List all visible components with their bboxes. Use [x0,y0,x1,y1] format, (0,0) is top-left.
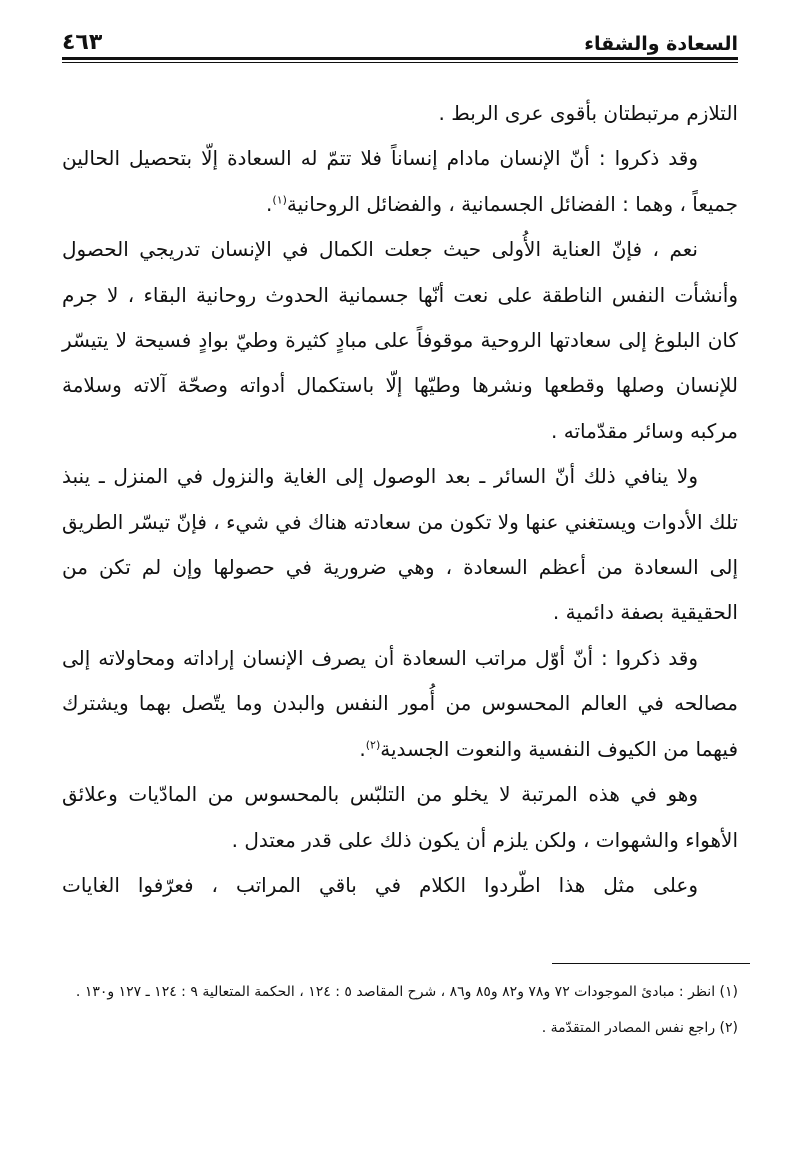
header-rule-thick [62,57,738,60]
footnotes [62,978,738,1043]
paragraph-1: التلازم مرتبطتان بأقوى عرى الربط . [438,101,738,125]
paragraph-2-text: وقد ذكروا : أنّ الإنسان مادام إنساناً فلا تتمّ له السعادة إلّا بتحصيل الحالين جميعاً ، وهما : الفضائل الجسمانية ، والفضائل الروحانية [62,146,738,216]
running-header [62,30,738,60]
footnote-2: (٢) راجع نفس المصادر المتقدّمة . [541,1020,738,1036]
footnote-marker-2: (٢) [365,738,381,752]
paragraph-2 [62,136,738,227]
paragraph-2-end: . [266,191,273,216]
footnote-marker-1: (١) [272,193,287,207]
running-title: السعادة والشقاء [584,33,738,55]
paragraph-5 [62,636,738,772]
paragraph-5-end: . [359,736,366,761]
paragraph-7: وعلى مثل هذا اطّردوا الكلام في باقي المراتب ، فعرّفوا الغايات [62,872,698,897]
paragraph-3: نعم ، فإنّ العناية الأُولى حيث جعلت الكمال في الإنسان تدريجي الحصول وأنشأت النفس الناطقة على نعت أنّها جسمانية الحدوث روحانية البقاء ، لا جرم كان البلوغ إلى سعادتها الروحية موقوفاً على مبادٍ كثيرة وطيّ بوادٍ فسيحة لا يتيسّر للإنسان وصلها وقطعها ونشرها وطيّها إلّا باستكمال أدواته وصحّة آلاته وسلامة مركبه وسائر مقدّماته . [62,237,738,443]
paragraph-5-text: وقد ذكروا : أنّ أوّل مراتب السعادة أن يصرف الإنسان إراداته ومحاولاته إلى مصالحه في العالم المحسوس من أُمور النفس والبدن وما يتّصل بهما ويشترك فيهما من الكيوف النفسية والنعوت الجسدية [62,645,738,761]
paragraph-6: وهو في هذه المرتبة لا يخلو من التلبّس بالمحسوس من المادّيات وعلائق الأهواء والشهوات ، ولكن يلزم أن يكون ذلك على قدر معتدل . [62,782,738,852]
paragraph-4: ولا ينافي ذلك أنّ السائر ـ بعد الوصول إلى الغاية والنزول في المنزل ـ ينبذ تلك الأدوات ويستغني عنها ولا تكون من سعادته هناك في شيء ، فإنّ تيسّر الطريق إلى السعادة من أعظم السعادة ، وهي ضرورية في حصولها وإن لم تكن من الحقيقية بصفة دائمية . [62,464,738,625]
footnote-separator [552,963,750,964]
header-rule-thin [62,62,738,63]
main-text [62,91,738,908]
footnote-1: (١) انظر : مبادئ الموجودات ٧٢ و٧٨ و٨٢ و٨٥ و٨٦ ، شرح المقاصد ٥ : ١٢٤ ، الحكمة المتعالية ٩ : ١٢٤ ـ ١٢٧ و١٣٠ . [75,984,738,1000]
page-number: ٤٦٣ [62,30,103,55]
